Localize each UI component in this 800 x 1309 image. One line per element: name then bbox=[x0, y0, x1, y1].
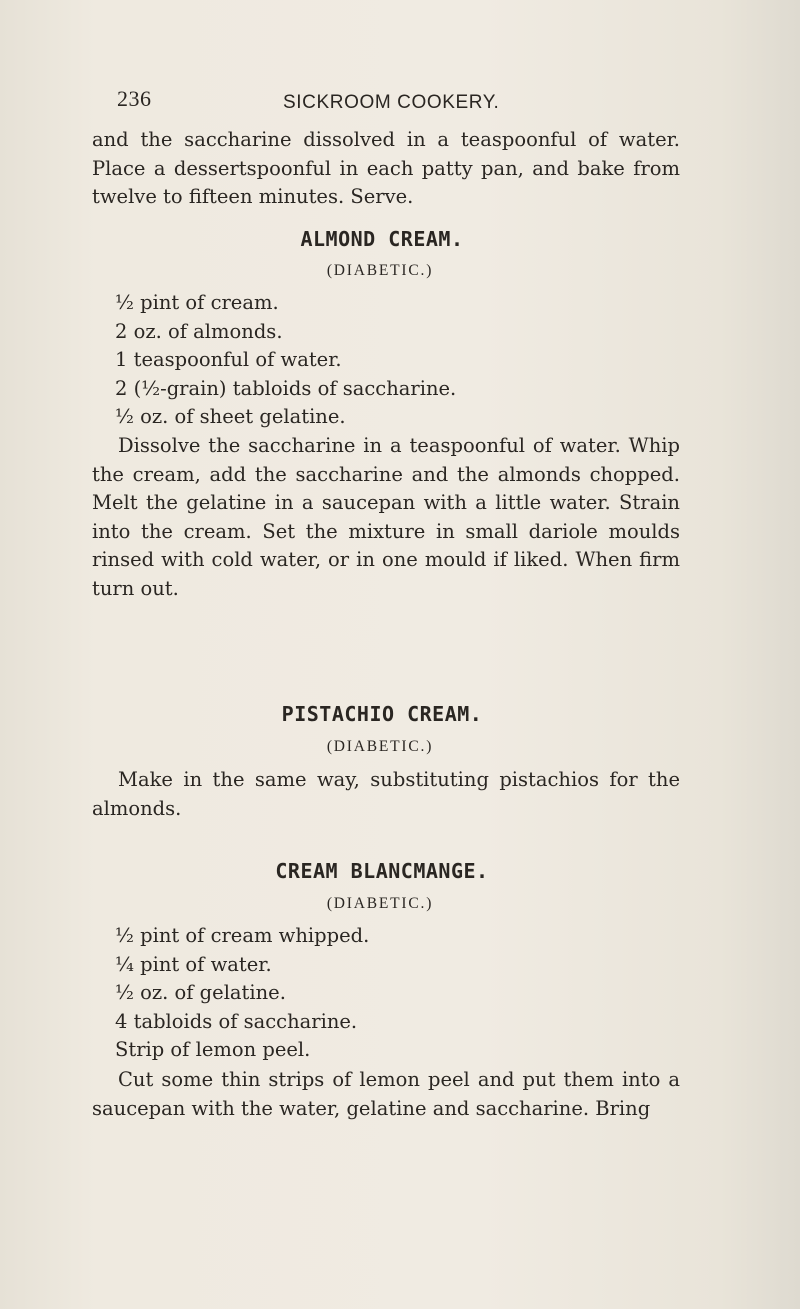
ingredient-list-almond-cream bbox=[115, 289, 456, 432]
ingredient-item: ¼ pint of water. bbox=[115, 952, 272, 976]
ingredient-list-cream-blancmange bbox=[115, 922, 369, 1065]
ingredient-item: 1 teaspoonful of water. bbox=[115, 348, 342, 371]
recipe-title-pistachio-cream: PISTACHIO CREAM. bbox=[281, 702, 483, 726]
continuation-paragraph: and the saccharine dissolved in a teaspoonful of water. Place a dessertspoonful in each patty pan, and bake from twelve to fifteen minutes. Serve. bbox=[92, 128, 680, 208]
ingredient-item: Strip of lemon peel. bbox=[115, 1038, 311, 1061]
method-paragraph-cream-blancmange: Cut some thin strips of lemon peel and put them into a saucepan with the water, gelatine and saccharine. Bring bbox=[92, 1068, 680, 1120]
ingredient-item: ½ oz. of sheet gelatine. bbox=[115, 405, 346, 428]
recipe-title-cream-blancmange: CREAM BLANCMANGE. bbox=[275, 859, 489, 883]
ingredient-item: ½ pint of cream whipped. bbox=[115, 924, 370, 947]
ingredient-item: ½ pint of cream. bbox=[115, 291, 279, 314]
recipe-subtitle-cream-blancmange: (DIABETIC.) bbox=[326, 895, 434, 912]
recipe-subtitle-pistachio-cream: (DIABETIC.) bbox=[326, 738, 434, 755]
page-header bbox=[0, 86, 800, 116]
method-paragraph-almond-cream: Dissolve the saccharine in a teaspoonful of water. Whip the cream, add the saccharine and the almonds chopped. Melt the gelatine in a saucepan with a little water. Strain into the cream. Set the mixture in small dariole moulds rinsed with cold water, or in one mould if liked. When firm turn out. bbox=[92, 434, 680, 600]
recipe-title-almond-cream: ALMOND CREAM. bbox=[300, 227, 464, 251]
page-number: 236 bbox=[117, 86, 152, 111]
running-head: SICKROOM COOKERY. bbox=[283, 92, 500, 113]
ingredient-item: 2 (½-grain) tabloids of saccharine. bbox=[115, 376, 457, 400]
ingredient-item: 2 oz. of almonds. bbox=[115, 319, 283, 343]
ingredient-item: ½ oz. of gelatine. bbox=[115, 981, 286, 1004]
ingredient-item: 4 tabloids of saccharine. bbox=[115, 1009, 358, 1033]
method-paragraph-pistachio-cream: Make in the same way, substituting pistachios for the almonds. bbox=[92, 768, 680, 820]
recipe-subtitle-almond-cream: (DIABETIC.) bbox=[326, 262, 434, 279]
